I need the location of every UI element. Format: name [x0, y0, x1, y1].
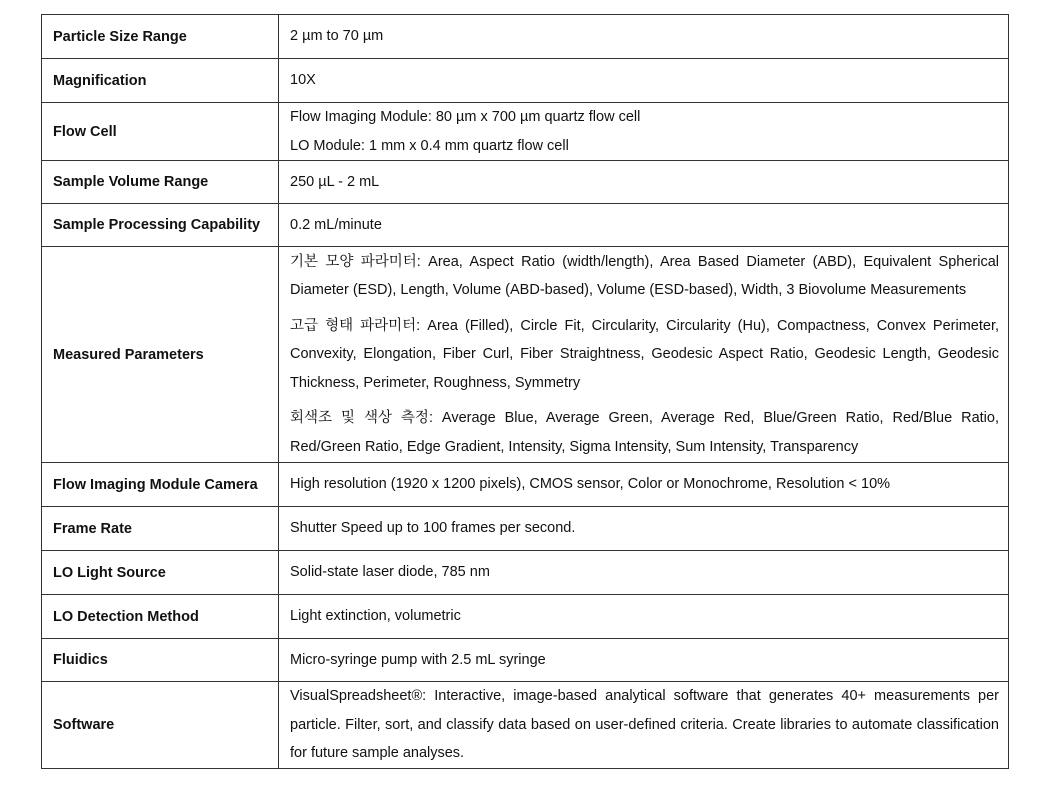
- value-line: Light extinction, volumetric: [290, 608, 461, 625]
- value-line: 0.2 mL/minute: [290, 216, 382, 233]
- value-line: High resolution (1920 x 1200 pixels), CMOS sensor, Color or Monochrome, Resolution < 10%: [290, 476, 891, 493]
- value-line: Flow Imaging Module: 80 µm x 700 µm quartz flow cell: [290, 109, 641, 125]
- table-row: [42, 507, 1009, 551]
- table-row: [42, 682, 1009, 769]
- row-label: Measured Parameters: [42, 247, 279, 463]
- row-value: [279, 161, 1009, 204]
- table-row: [42, 59, 1009, 103]
- value-paragraph: VisualSpreadsheet®: Interactive, image-based analytical software that generates 40+ measurements per particle. Filter, sort, and classify data based on user-defined criteria. Create libraries to automate classification for future sample analyses.: [290, 688, 999, 762]
- row-label: Fluidics: [42, 639, 279, 682]
- table-row: [42, 595, 1009, 639]
- table-row: [42, 463, 1009, 507]
- value-line: Micro-syringe pump with 2.5 mL syringe: [290, 651, 546, 668]
- row-value: [279, 204, 1009, 247]
- row-value: [279, 682, 1009, 769]
- value-line: 250 µL - 2 mL: [290, 173, 380, 190]
- value-paragraph: 기본 모양 파라미터: Area, Aspect Ratio (width/length), Area Based Diameter (ABD), Equivalent Spherical Diameter (ESD), Length, Volume (ABD-based), Volume (ESD-based), Width, 3 Biovolume Measurements: [290, 253, 999, 299]
- row-label: Magnification: [42, 59, 279, 103]
- row-value: [279, 247, 1009, 463]
- specifications-table: [41, 14, 1009, 769]
- row-value: [279, 103, 1009, 161]
- value-paragraph: 고급 형태 파라미터: Area (Filled), Circle Fit, Circularity, Circularity (Hu), Compactness, Convex Perimeter, Convexity, Elongation, Fiber Curl, Fiber Straightness, Geodesic Aspect Ratio, Geodesic Length, Geodesic Thickness, Perimeter, Roughness, Symmetry: [290, 317, 999, 391]
- value-paragraph: 회색조 및 색상 측정: Average Blue, Average Green, Average Red, Blue/Green Ratio, Red/Blue Ratio, Red/Green Ratio, Edge Gradient, Intensity, Sigma Intensity, Sum Intensity, Transparency: [290, 410, 999, 455]
- table-row: [42, 161, 1009, 204]
- row-label: Software: [42, 682, 279, 769]
- value-line: Solid-state laser diode, 785 nm: [290, 564, 490, 581]
- table-row: [42, 15, 1009, 59]
- table-row: [42, 551, 1009, 595]
- row-label: Sample Processing Capability: [42, 204, 279, 247]
- row-value: [279, 507, 1009, 551]
- row-label: Frame Rate: [42, 507, 279, 551]
- row-value: [279, 639, 1009, 682]
- row-label: Flow Imaging Module Camera: [42, 463, 279, 507]
- value-line: 10X: [290, 72, 316, 89]
- table-row: [42, 204, 1009, 247]
- value-line: 2 µm to 70 µm: [290, 28, 384, 45]
- table-row: [42, 103, 1009, 161]
- row-label: LO Light Source: [42, 551, 279, 595]
- row-value: [279, 59, 1009, 103]
- table-row: [42, 639, 1009, 682]
- row-value: [279, 15, 1009, 59]
- row-label: Particle Size Range: [42, 15, 279, 59]
- row-label: LO Detection Method: [42, 595, 279, 639]
- value-line: Shutter Speed up to 100 frames per second.: [290, 520, 576, 537]
- row-value: [279, 463, 1009, 507]
- row-label: Flow Cell: [42, 103, 279, 161]
- row-value: [279, 595, 1009, 639]
- row-value: [279, 551, 1009, 595]
- value-line: LO Module: 1 mm x 0.4 mm quartz flow cell: [290, 137, 569, 154]
- table-row: [42, 247, 1009, 463]
- row-label: Sample Volume Range: [42, 161, 279, 204]
